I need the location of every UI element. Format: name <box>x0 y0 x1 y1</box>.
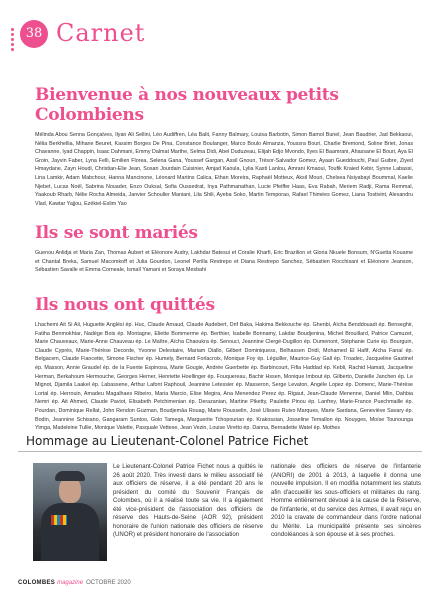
deaths-section <box>35 295 413 433</box>
tribute-header <box>18 429 422 452</box>
portrait-medals <box>51 515 67 525</box>
tribute-text-column-1: Le Lieutenant-Colonel Patrice Fichet nous a quittés le 26 août 2020. Très investi dans le milieu associatif lié aux officiers de réserve, il a été pendant 20 ans le président du comité du Souvenir Français de Colombes, où il a réalisé toute sa vie. Il a également été vice-président de l'association des officiers de réserve des Hauts-de-Seine (AOR 92), président honoraire de l'union nationale des officiers de réserve (UNOR) et président honoraire de l'association <box>113 463 263 538</box>
tribute-title: Hommage au Lieutenant-Colonel Patrice Fichet <box>26 434 309 448</box>
portrait-cap <box>55 471 85 481</box>
footer-magazine: magazine <box>57 580 84 586</box>
births-list: Mélinda Abou Senna Gonçalves, Ilyan Ali Sellini, Léo Audiffren, Léa Balit, Fanny Balmary, Louisa Barbotin, Simon Bamol Bunel, Jean Baudrier, Jad Bekkaoui, Nélia Berkhellia, Mihane Beuret, Kassim Borges De Pina, Constance Boulanger, Marco Boulo Almanza, Youssra Bouri, Charlie Bremond, Soline Briet, Jonas Chavanne, Iyad Chappin, Isaac Dahmani, Emmy Dalmat Marthe, Selma Didi, Abel Duduzeau, Elijah Edjo Mvondo, Ilyes El Baamrani, Ahassane El Bouri, Aya El Groin, Jayvin Faber, Lyna Felli, Emilien Florea, Selena Gana, Youssef Gargan, Assil Gnoun, Trésor-Salvador Gomez, Ayaan Gueddouchi, Paul Guibre, Ziyed Hmaydane, Zayn Houdi, Christian-Elie Jean, Sosan Jourdain Cuisinier, Amjad Kaoula, Lylia Kasti Lanlou, Amrani Kmaoui, Toufik Kraied Kebir, Synne Labassi, Lina Lamkir, Adam Mabchour, Hanna Mancinone, Léonard Martins Calica, Ethan Moreira, Raphaël Motteux, Aksil Mouri, Chelsea Nsiyabayi Boummal, Kaelie Njebet, Lucas Noël, Sabrina Nouader, Enzo Ouksal, Sofia Oussedrat, Inya Pathmanathan, Lucie Pfeiffer Haas, Eva Rabah, Meriem Radji, Rama Remmal, Yaakoub Rharb, Nélie Rocha Almeida, Janvier Schouller Maniani, Lila Shili, Ayeba Soko, Martin Temporao, Rafael Thimées Gomez, Liana Tostivint, Alexandru Vlad, Kawtar Yajjou, Ezékiel-Eslim Yao <box>35 132 414 207</box>
births-section <box>35 85 413 208</box>
portrait-photo <box>33 463 107 561</box>
deaths-list: Lhachemi Ait Si Ali, Huguette Anglési ép. Huc, Claude Arnaud, Claude Audebert, Drif Baka, Hakima Bekkouche ép. Ghenbi, Aïcha Benddouadi ép. Benseghir, Fatiha Benmokhtar, Nadège Bois ép. Montagne, Eliette Bommerme ép. Berthier, Isabelle Bonnamy, Lakdar Boudjenina, Michel Brouillard, Patrice Camuzet, Marie Chauveaux, Marie-Anne Chauveau ép. Le Maître, Aïcha Chaoukra ép. Senouci, Jeannine Clergé-Dugillon ép. Dumenont, Stéphanie Curie ép. Bourguin, Claude Cyprès, Marie-Thérèse Decorde, Yvonne Delestaire, Mariam Diallo, Gilbert Dominiquess, Belhassen Dridi, Mohamed El Hafif, Aïcha Fanaï ép. Belgacem, Claude Fiancette, Simone Fischer ép. Humely, Bernard Forlacroix, Monique Foy ép. Léguiller, Maurice-Guy Gall ép. Troadec, Jacqueline Gastinel ép. Masson, Annie Graudel ép. de la Fuente Espinosa, Marie Gougie, Andrée Guerbette ép. Barbincourt, Fifia Haddad ép. Kebli, Rachid Hamati, Jacqueline Herman, Berkahoum Hermouche, Georges Herner, Henriette Hoellinger ép. Fouquereau, Bachir Hssen, Monique Imbout ép. Gilberto, Danielle Janchen ép. Le Mignot, Djamila Laakel ép. Labassene, Arthur Lafont Raphouil, Jeannine Letessier ép. Masseron, Serge Levaton, Angèle Lopez ép. Domenc, Marie-Thérèse Lortal ép. Herrouin, Amadeu Magalhaes Ribeiro, Maria Marcio, Elise Megira, Ana Menendez Perez ép. Rigaut, Jean-Claude Menenne, Daniel Mlin, Dahbia Nemri ép. Ait Ahmed, Claude Paviot, Elisabeth Petchimenian ép. Derazanian, Martine Piketty, Paulette Pinou ép. Lanfrey, Marie-France Puechmaille ép. Pourdan, Dominique Rellat, John Rendon Guzman, Boudjemâa Rouag, Marie Rousselin, José Ulisses Ruivo Marques, Marie Sardana, Geneviève Savary ép. Bodin, Jeannine Schisano, Gangaram Suntoo, Golo Tamega, Marguerite Tchopourian ép. Krakossian, Josseline Temallon ép. Nouyges, Moïse Tounounga Yimga, Madeleine Tullie, Monique Valette, Pasquale Vettese, Jean Vezin, Louise Viretto ép. Danna, Bernadette Watel ép. Mothes <box>35 322 413 432</box>
decorative-dots <box>9 26 17 53</box>
page-number-badge: 38 <box>20 20 48 48</box>
page-header <box>0 0 440 70</box>
section-title: Carnet <box>56 19 146 47</box>
tribute-text-column-2: nationale des officiers de réserve de l'infanterie (ANORI) de 2001 à 2013, à laquelle il donna une nouvelle impulsion. Il en modifia notamment les statuts afin d'accueillir les sous-officiers et militaires du rang. Homme entièrement dévoué à la cause de la Réserve, de l'infanterie, et du service des Armes, il avait reçu en 2010 la cravate de commandeur dans l'ordre national du Mérite. La municipalité présente ses sincères condoléances à son épouse et à ses proches. <box>271 463 421 538</box>
marriages-heading: Ils se sont mariés <box>35 223 198 243</box>
page-footer <box>18 580 318 590</box>
footer-issue: OCTOBRE 2020 <box>86 580 131 586</box>
footer-brand: COLOMBES <box>18 580 56 586</box>
births-heading: Bienvenue à nos nouveaux petits Colombiens <box>35 85 339 125</box>
portrait-uniform <box>41 503 99 561</box>
marriages-section <box>35 223 413 275</box>
deaths-heading: Ils nous ont quittés <box>35 295 215 315</box>
marriages-list: Guenou Anlidja et Maria Zan, Thomas Aubert et Eléonore Audry, Lakhdar Batesui et Coralie Kharfi, Eric Brazilion et Gloria Nkuele Bonsum, N'Guetta Kouame et Chantal Breka, Samuel Macomkoff et Julia Gourdon, Leonel Perilla Restrepo et Diana Restrepo Sanchez, Sébastien Rocchisani et Eléonore Jeanson, Sébastien Savalle et Emma Corneale, Ismaïl Yamani et Soraya Mesbahi <box>35 250 413 274</box>
